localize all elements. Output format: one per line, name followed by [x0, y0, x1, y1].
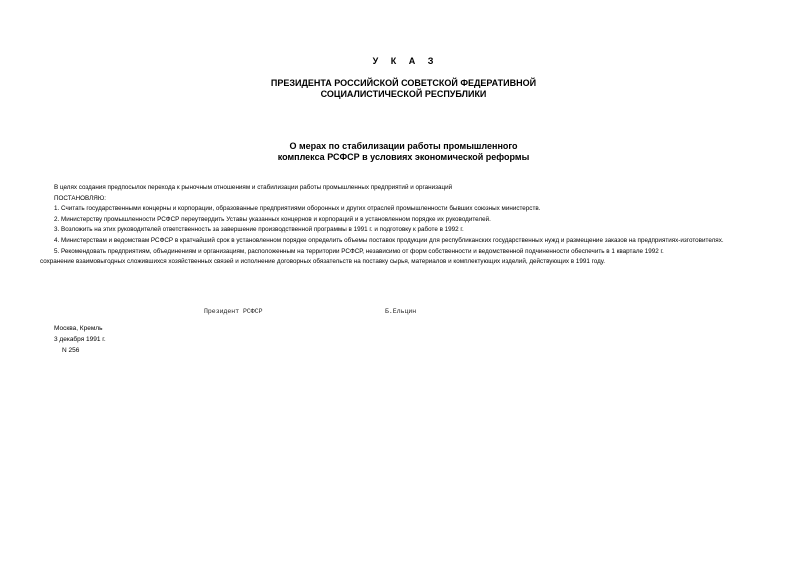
item-1-paragraph: 1. Считать государственными концерны и корпорации, образованные предприятиями оборонных и других отраслей промышленности бывших союзных министерств. — [54, 205, 541, 213]
item-5-paragraph-line-2: сохранение взаимовыгодных сложившихся хозяйственных связей и исполнение договорных обязательств на поставку сырья, материалов и комплектующих изделий, действующих в 1991 году. — [40, 258, 606, 266]
document-body — [40, 183, 775, 268]
issuer-line-2: СОЦИАЛИСТИЧЕСКОЙ РЕСПУБЛИКИ — [320, 89, 487, 99]
item-2-paragraph: 2. Министерству промышленности РСФСР переутвердить Уставы указанных концернов и корпораций и в установленном порядке их руководителей. — [54, 215, 491, 223]
title-line-1: О мерах по стабилизации работы промышленного — [289, 141, 518, 151]
decree-number: N 256 — [62, 347, 80, 354]
place-and-date — [54, 323, 106, 356]
item-5-paragraph-line-1: 5. Рекомендовать предприятиям, объединениям и организациям, расположенным на территории РСФСР, независимо от форм собственности и ведомственной подчиненности обеспечить в 1 квартале 1992 г. — [54, 247, 664, 255]
item-3-paragraph: 3. Возложить на этих руководителей ответственность за завершение производственной программы в 1991 г. и подготовку к работе в 1992 г. — [54, 226, 464, 234]
signature-name: Б.Ельцин — [385, 308, 417, 315]
date-row — [54, 334, 106, 356]
issuer-heading — [0, 78, 807, 100]
signature-title: Президент РСФСР — [204, 308, 263, 315]
decree-heading — [0, 56, 807, 67]
date-text: 3 декабря 1991 г. — [54, 336, 106, 343]
document-title — [0, 141, 807, 163]
decree-word: У К А З — [372, 56, 439, 66]
preamble-paragraph: В целях создания предпосылок перехода к рыночным отношениям и стабилизации работы промышленных предприятий и организаций — [54, 184, 453, 191]
issuer-line-1: ПРЕЗИДЕНТА РОССИЙСКОЙ СОВЕТСКОЙ ФЕДЕРАТИВНОЙ — [270, 78, 537, 88]
title-line-2: комплекса РСФСР в условиях экономической реформы — [277, 152, 530, 162]
item-4-paragraph: 4. Министерствам и ведомствам РСФСР в кратчайший срок в установленном порядке определить объемы поставок продукции для республиканских государственных нужд и размещение заказов на предприятиях-изготовителях. — [54, 236, 724, 244]
resolve-paragraph: ПОСТАНОВЛЯЮ: — [54, 194, 106, 202]
place-text: Москва, Кремль — [54, 325, 103, 332]
